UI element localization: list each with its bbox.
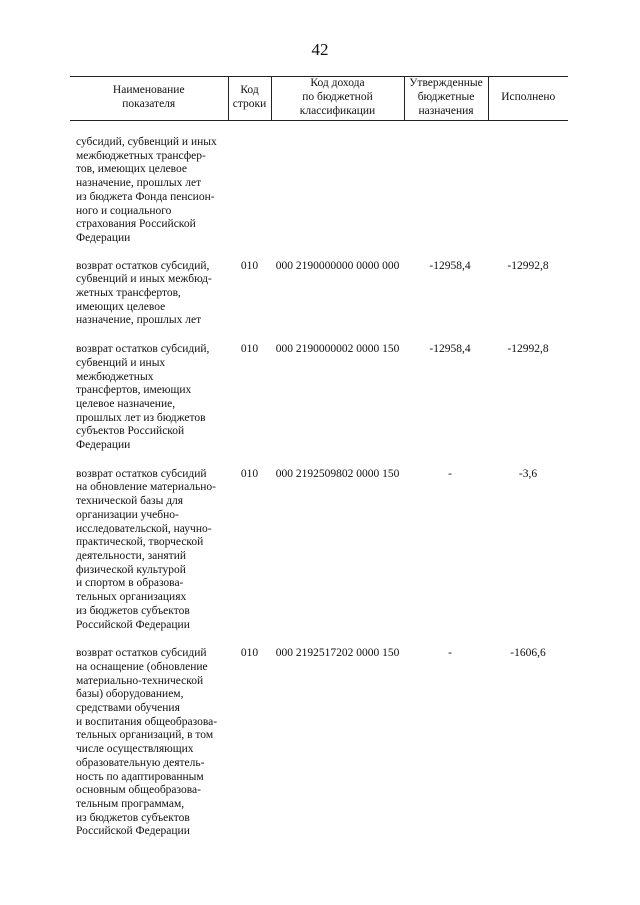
approved-amount-cell: - (448, 647, 452, 660)
approved-amount-cell: - (448, 467, 452, 480)
budget-execution-table (70, 76, 568, 854)
header-income-code: Код дохода по бюджетной классификации (271, 77, 404, 121)
executed-amount-cell: -12992,8 (507, 259, 549, 272)
header-executed: Исполнено (488, 77, 568, 121)
page-number: 42 (311, 40, 329, 59)
table-row (70, 343, 568, 468)
income-code-cell: 000 2192517202 0000 150 (275, 647, 400, 660)
executed-amount-cell: -3,6 (518, 467, 538, 480)
income-code-cell: 000 2190000000 0000 000 (275, 259, 400, 272)
executed-amount-cell: -1606,6 (510, 647, 546, 660)
income-code-cell: 000 2192509802 0000 150 (275, 467, 400, 480)
indicator-name-cell: возврат остатков субсидий на оснащение (обновление материально-технической базы) оборудованием, средствами обучения и воспитания общеобразова- тельных организаций, в том числе осуществляющих образовательную деятель- ность по адаптированным основным общеобразова- тельным программам, из бюджетов субъектов Российской Федерации (76, 647, 218, 838)
table-row (70, 260, 568, 344)
table-row (70, 468, 568, 647)
header-approved: Утвержденные бюджетные назначения (404, 77, 488, 121)
approved-amount-cell: -12958,4 (429, 343, 471, 356)
approved-amount-cell: -12958,4 (429, 259, 471, 272)
indicator-name-cell: возврат остатков субсидий, субвенций и иных межбюджетных трансфертов, имеющих целевое назначение, прошлых лет из бюджетов субъектов Российской Федерации (76, 343, 210, 452)
row-code-cell: 010 (240, 259, 259, 272)
indicator-name-cell: возврат остатков субсидий на обновление материально- технической базы для организации учебно- исследовательской, научно- практической, творческой деятельности, занятий физической культурой и спортом в образова- тельных организациях из бюджетов субъектов Российской Федерации (76, 467, 217, 631)
continuation-name-cell: субсидий, субвенций и иных межбюджетных трансфер- тов, имеющих целевое назначение, прошлых лет из бюджета Фонда пенсион- ного и социального страхования Российской Федерации (76, 136, 217, 244)
header-name: Наименование показателя (70, 77, 228, 121)
table-row-continuation (70, 121, 568, 260)
table-row (70, 647, 568, 854)
table-header-row (70, 77, 568, 121)
indicator-name-cell: возврат остатков субсидий, субвенций и иных межбюд- жетных трансфертов, имеющих целевое назначение, прошлых лет (76, 259, 212, 327)
row-code-cell: 010 (240, 467, 259, 480)
income-code-cell: 000 2190000002 0000 150 (275, 343, 400, 356)
row-code-cell: 010 (240, 647, 259, 660)
row-code-cell: 010 (240, 343, 259, 356)
executed-amount-cell: -12992,8 (507, 343, 549, 356)
header-row-code: Код строки (228, 77, 271, 121)
